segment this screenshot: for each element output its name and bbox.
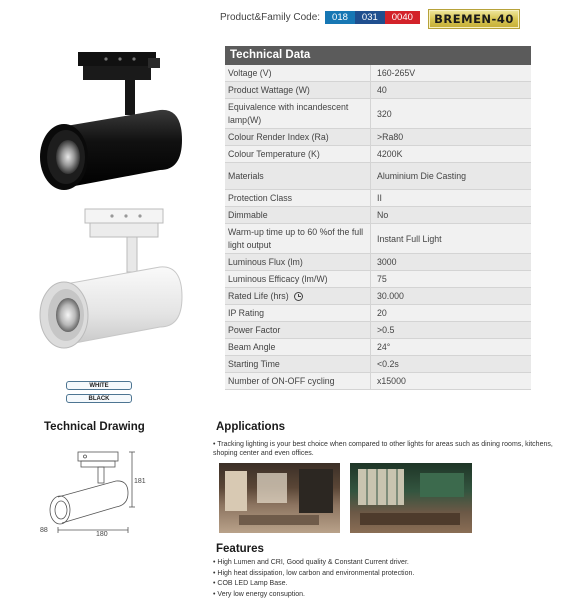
table-row: [225, 271, 531, 288]
table-row: [225, 356, 531, 373]
row-label: Luminous Flux (lm): [225, 254, 371, 270]
feature-item: • High heat dissipation, low carbon and environmental protection.: [213, 569, 414, 580]
feature-item: • COB LED Lamp Base.: [213, 579, 414, 590]
row-value: No: [377, 210, 389, 220]
row-label: Materials: [225, 163, 371, 189]
row-label: Dimmable: [225, 207, 371, 223]
row-label: Beam Angle: [225, 339, 371, 355]
row-value: 320: [377, 108, 392, 119]
row-value: 24°: [377, 342, 391, 352]
row-label: Protection Class: [225, 190, 371, 206]
table-row: [225, 129, 531, 146]
row-value: >Ra80: [377, 132, 404, 142]
table-row: [225, 339, 531, 356]
table-row: [225, 373, 531, 390]
row-label: Starting Time: [225, 356, 371, 372]
row-value: >0.5: [377, 325, 395, 335]
table-row: [225, 254, 531, 271]
row-label: Colour Render Index (Ra): [225, 129, 371, 145]
applications-title: Applications: [216, 421, 286, 433]
row-label: Rated Life (hrs): [225, 288, 371, 304]
color-option-black: BLACK: [66, 394, 132, 403]
table-row: [225, 65, 531, 82]
white-track-light-image: [30, 205, 200, 370]
row-value: 4200K: [377, 149, 403, 159]
brand-badge: BREMEN-40: [428, 9, 520, 29]
row-value: Instant Full Light: [377, 233, 442, 244]
table-row: [225, 163, 531, 190]
table-row: [225, 82, 531, 99]
row-value: x15000: [377, 376, 406, 386]
row-value: 160-265V: [377, 68, 416, 78]
table-row: [225, 288, 531, 305]
row-value: 30.000: [377, 291, 404, 301]
row-value: 3000: [377, 257, 397, 267]
row-label: Power Factor: [225, 322, 371, 338]
technical-data-table: [225, 46, 531, 390]
technical-data-title: Technical Data: [225, 46, 531, 65]
row-value: 20: [377, 308, 387, 318]
table-row: [225, 207, 531, 224]
row-label: Colour Temperature (K): [225, 146, 371, 162]
dimension-height: 181: [134, 478, 146, 485]
dimension-diameter: 88: [40, 527, 48, 534]
technical-data-rows: [225, 65, 531, 390]
row-value: Aluminium Die Casting: [377, 171, 466, 181]
table-row: [225, 322, 531, 339]
feature-item: • Very low energy consuption.: [213, 590, 414, 600]
application-photo-store: [219, 463, 340, 533]
black-track-light-image: [30, 40, 200, 215]
table-row: [225, 305, 531, 322]
row-label: Product Wattage (W): [225, 82, 371, 98]
dimension-length: 180: [96, 531, 108, 538]
features-list: [213, 558, 414, 600]
table-row: [225, 190, 531, 207]
product-code: [220, 11, 420, 24]
product-code-box: [325, 11, 420, 24]
row-label: Voltage (V): [225, 65, 371, 81]
code-segment-3: 0040: [385, 11, 420, 24]
table-row: [225, 99, 531, 129]
applications-text: • Tracking lighting is your best choice when compared to other lights for areas such as dining rooms, kitchens, shoping center and even offices.: [213, 440, 558, 458]
row-label: Warm-up time up to 60 %of the full light output: [225, 224, 371, 253]
row-value: <0.2s: [377, 359, 399, 369]
row-label: Equivalence with incandescent lamp(W): [225, 99, 371, 128]
technical-drawing-title: Technical Drawing: [44, 421, 145, 433]
row-label: Luminous Efficacy (lm/W): [225, 271, 371, 287]
code-segment-2: 031: [355, 11, 385, 24]
feature-item: • High Lumen and CRI, Good quality & Constant Current driver.: [213, 558, 414, 569]
technical-drawing: [38, 445, 150, 545]
table-row: [225, 146, 531, 163]
row-label: IP Rating: [225, 305, 371, 321]
table-row: [225, 224, 531, 254]
color-option-white: WHITE: [66, 381, 132, 390]
clock-icon: [294, 292, 303, 301]
row-value: 75: [377, 274, 387, 284]
application-photo-restaurant: [350, 463, 472, 533]
product-code-label: Product&Family Code:: [220, 12, 321, 23]
row-value: II: [377, 193, 382, 203]
features-title: Features: [216, 543, 264, 555]
row-value: 40: [377, 85, 387, 95]
code-segment-1: 018: [325, 11, 355, 24]
row-label: Number of ON-OFF cycling: [225, 373, 371, 389]
